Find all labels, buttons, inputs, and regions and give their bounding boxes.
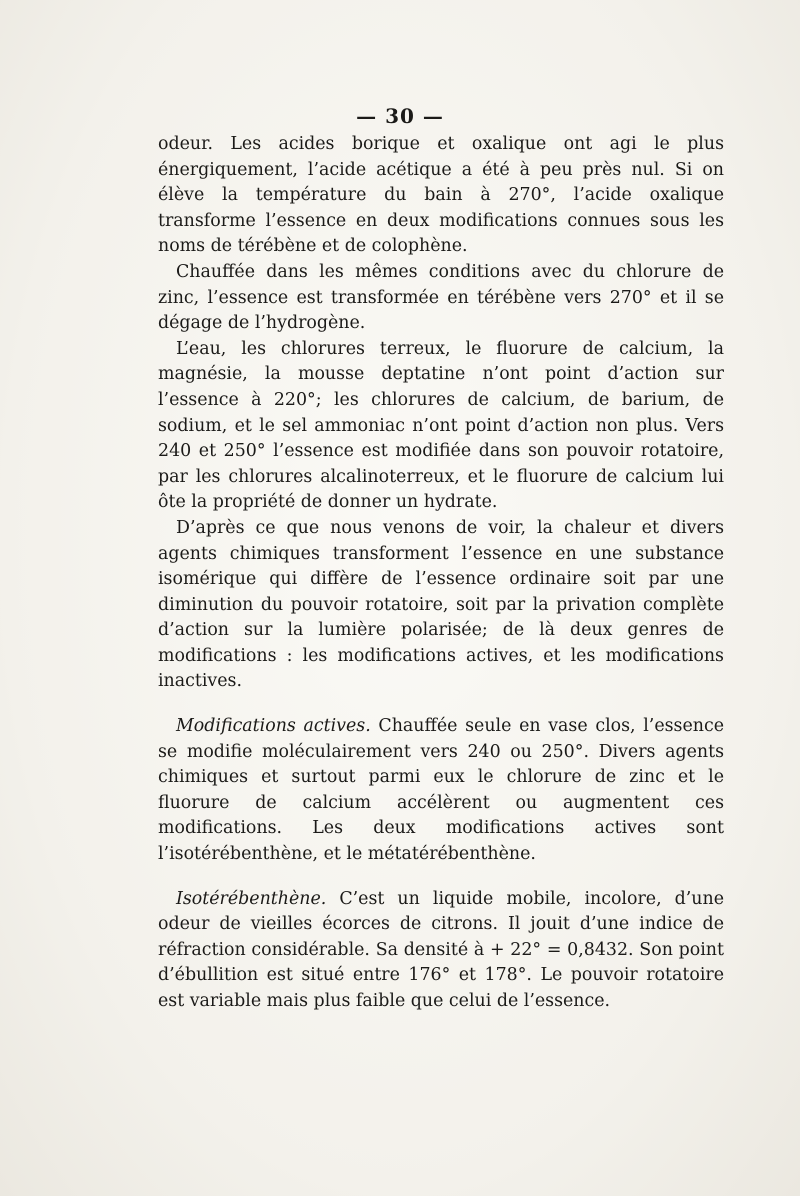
section-isoterebenthene: [158, 887, 724, 1015]
section-text-actives: Chauffée seule en vase clos, l’essence se modifie moléculairement vers 240 ou 250°. Divers agents chimiques et surtout parmi eux le chlorure de zinc et le fluorure de calcium accélèrent ou augmentent ces modifications. Les deux modifications actives sont l’isotérébenthène, et le métatérébenthène.: [158, 716, 724, 865]
body-text: [158, 132, 724, 1015]
page-number: — 30 —: [356, 104, 444, 128]
paragraph-2: Chauffée dans les mêmes conditions avec du chlorure de zinc, l’essence est transformée en térébène vers 270° et il se dégage de l’hydrogène.: [158, 261, 724, 334]
section-heading-isoterebenthene: Isotérébenthène.: [176, 888, 327, 909]
section-text-isoterebenthene: C’est un liquide mobile, incolore, d’une odeur de vieilles écorces de citrons. Il jouit d’une indice de réfraction considérable. Sa densité à + 22° = 0,8432. Son point d’ébullition est situé entre 176° et 178°. Le pouvoir rotatoire est variable mais plus faible que celui de l’essence.: [158, 888, 724, 1011]
section-heading-actives: Modifications actives.: [176, 716, 371, 737]
section-modifications-actives: [158, 714, 724, 868]
paragraph-4: D’après ce que nous venons de voir, la chaleur et divers agents chimiques transforment l’essence en une substance isomérique qui diffère de l’essence ordinaire soit par une diminution du pouvoir rotatoire, soit par la privation complète d’action sur la lumière polarisée; de là deux genres de modifications : les modifications actives, et les modifications inactives.: [158, 517, 724, 692]
paragraph-3: L’eau, les chlorures terreux, le fluorure de calcium, la magnésie, la mousse deptatine n’ont point d’action sur l’essence à 220°; les chlorures de calcium, de barium, de sodium, et le sel ammoniac n’ont point d’action non plus. Vers 240 et 250° l’essence est modifiée dans son pouvoir rotatoire, par les chlorures alcalinoterreux, et le fluorure de calcium lui ôte la propriété de donner un hydrate.: [158, 338, 724, 513]
paragraph-1: odeur. Les acides borique et oxalique ont agi le plus énergiquement, l’acide acétique a été à peu près nul. Si on élève la température du bain à 270°, l’acide oxalique transforme l’essence en deux modifications connues sous les noms de térébène et de colophène.: [158, 134, 724, 257]
